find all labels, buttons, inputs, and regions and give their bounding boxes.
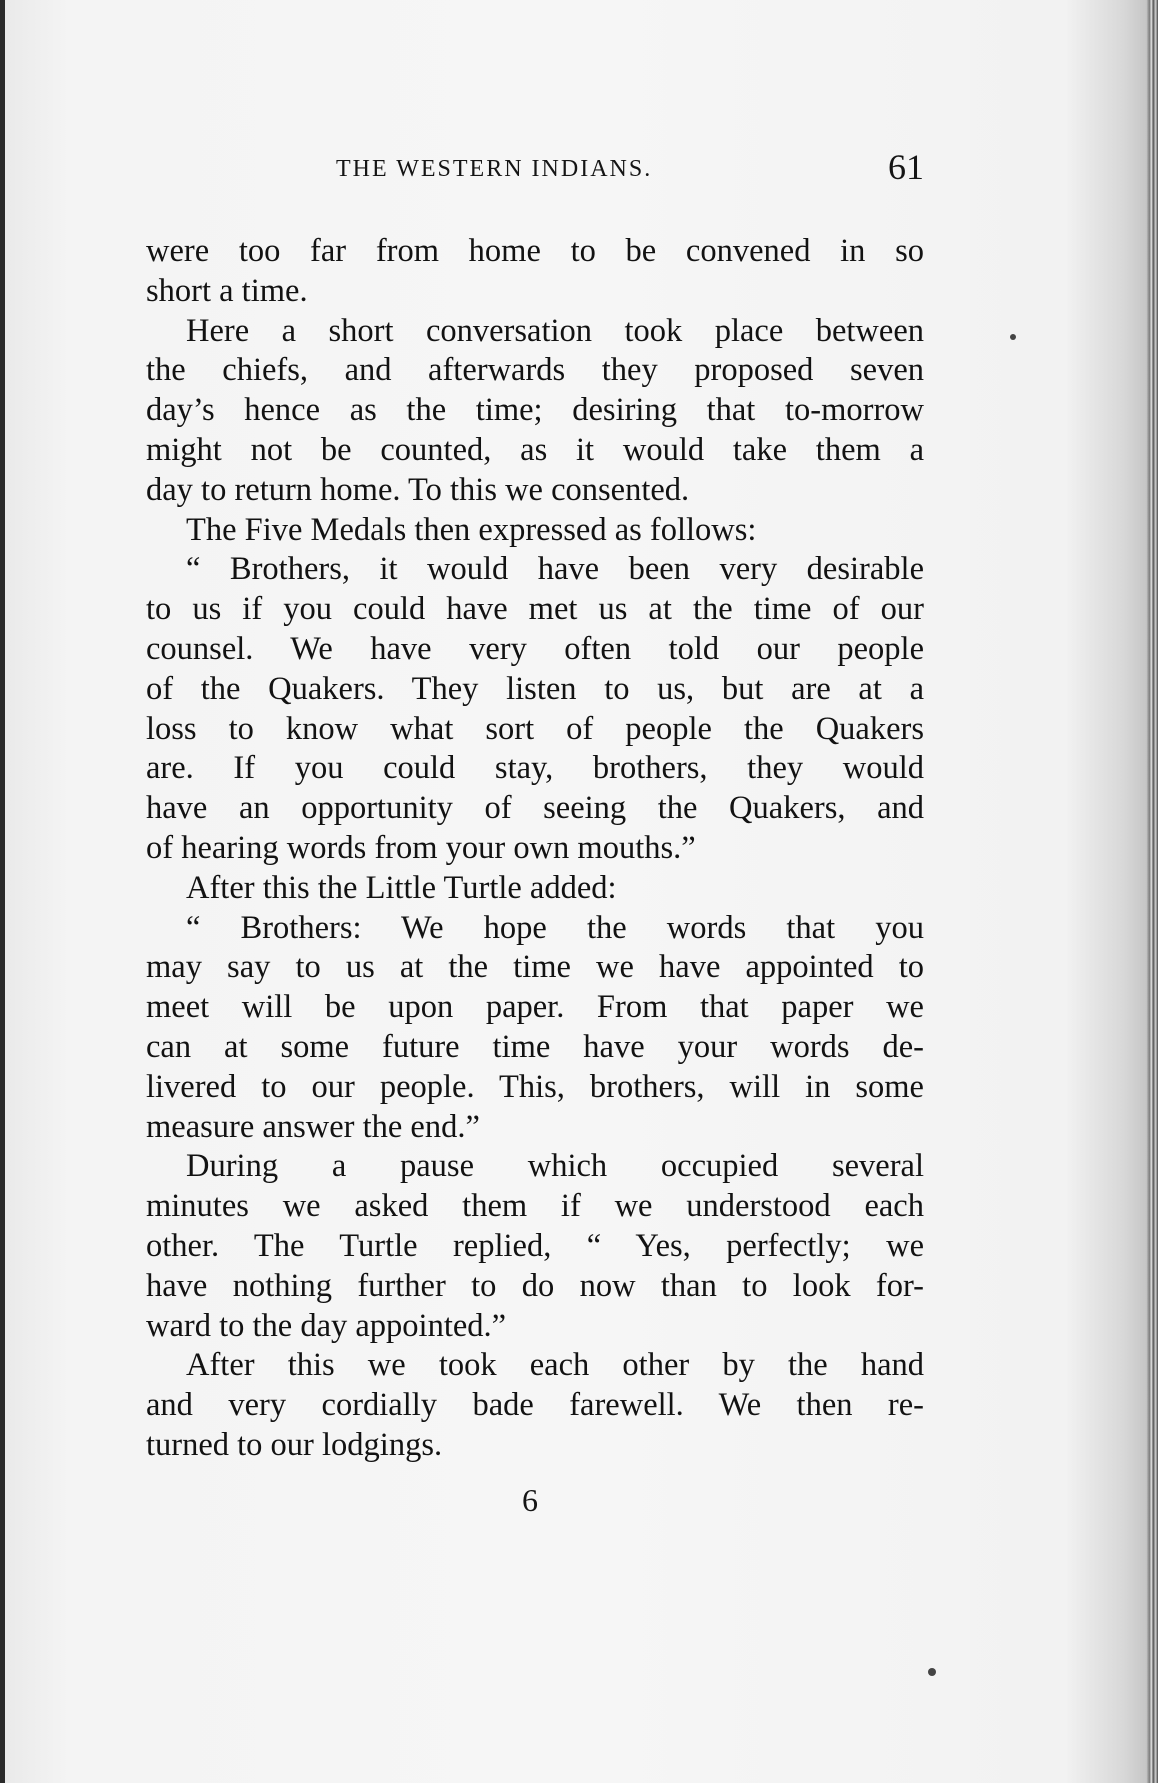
page-right-edge bbox=[1146, 0, 1158, 1783]
text-line: measure answer the end.” bbox=[146, 1108, 480, 1145]
text-line: The Five Medals then expressed as follows: bbox=[186, 511, 757, 548]
text-line: ward to the day appointed.” bbox=[146, 1307, 507, 1344]
paper-speck bbox=[1010, 334, 1016, 340]
text-line: “ Brothers, it would have been very desirable bbox=[186, 551, 924, 588]
running-head-title: THE WESTERN INDIANS. bbox=[336, 156, 653, 182]
running-head bbox=[146, 147, 924, 190]
text-line: to us if you could have met us at the time of our bbox=[146, 591, 924, 628]
text-line: After this we took each other by the hand bbox=[186, 1347, 924, 1384]
page-left-edge bbox=[0, 0, 5, 1783]
text-line: might not be counted, as it would take them a bbox=[146, 431, 924, 468]
text-line: can at some future time have your words de- bbox=[146, 1028, 924, 1065]
text-line: day to return home. To this we consented. bbox=[146, 471, 690, 508]
text-line: day’s hence as the time; desiring that to-morrow bbox=[146, 392, 924, 429]
text-line: After this the Little Turtle added: bbox=[186, 869, 617, 906]
text-line: and very cordially bade farewell. We then re- bbox=[146, 1387, 924, 1424]
text-line: have nothing further to do now than to look for- bbox=[146, 1267, 924, 1304]
text-line: Here a short conversation took place between bbox=[186, 312, 924, 349]
text-line: other. The Turtle replied, “ Yes, perfectly; we bbox=[146, 1227, 924, 1264]
text-line: of the Quakers. They listen to us, but are at a bbox=[146, 670, 924, 707]
text-line: loss to know what sort of people the Quakers bbox=[146, 710, 924, 747]
signature-mark: 6 bbox=[522, 1482, 538, 1518]
text-line: counsel. We have very often told our people bbox=[146, 630, 924, 667]
text-line: of hearing words from your own mouths.” bbox=[146, 829, 696, 866]
text-line: may say to us at the time we have appointed to bbox=[146, 949, 924, 986]
text-line: “ Brothers: We hope the words that you bbox=[186, 909, 924, 946]
text-line: were too far from home to be convened in so bbox=[146, 233, 924, 269]
text-line: are. If you could stay, brothers, they would bbox=[146, 750, 924, 787]
text-line: the chiefs, and afterwards they proposed seven bbox=[146, 352, 924, 389]
paper-speck bbox=[928, 1668, 936, 1676]
text-line: turned to our lodgings. bbox=[146, 1426, 443, 1463]
body-text bbox=[146, 232, 924, 1466]
page-number: 61 bbox=[888, 147, 924, 187]
text-line: During a pause which occupied several bbox=[186, 1148, 924, 1185]
text-line: meet will be upon paper. From that paper we bbox=[146, 989, 924, 1026]
text-line: minutes we asked them if we understood each bbox=[146, 1188, 924, 1225]
text-line: short a time. bbox=[146, 272, 308, 309]
text-line: have an opportunity of seeing the Quakers, and bbox=[146, 790, 924, 827]
text-line: livered to our people. This, brothers, will in some bbox=[146, 1068, 924, 1105]
